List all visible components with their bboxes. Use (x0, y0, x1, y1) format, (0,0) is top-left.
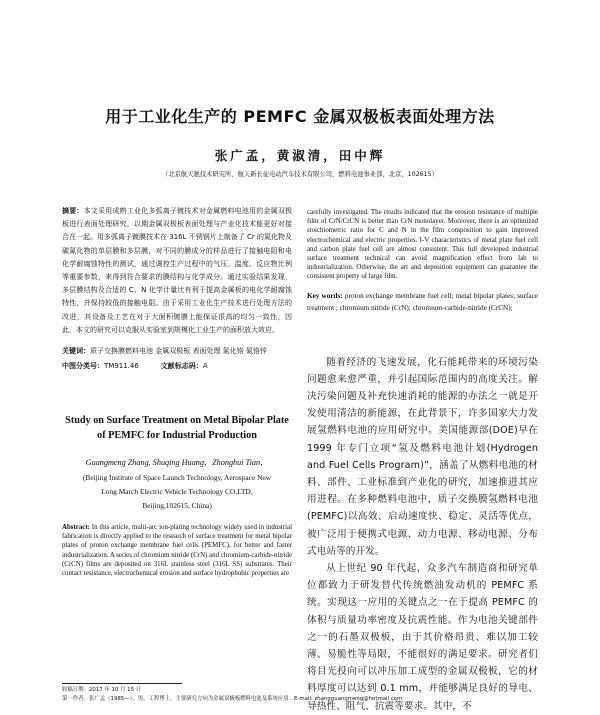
english-affiliation-line: Beijing,102615, China) (142, 501, 212, 511)
footnote-divider (62, 683, 182, 684)
body-paragraph-1: 随着经济的飞速发展，化石能耗带来的环境污染问题愈来愈严重，并引起国际范围内的高度关注。解决污染问题及补充快速消耗的能源的办法之一就是开发使用清洁的新能源，在此背景下，许多国家大力发展氢燃料电池的应用研究中。美国能源部(DOE)早在 1999 年专门立项“氢及燃料电池计划(Hydrogen and Fuel Cells Program)”，涵盖了从燃料电池的材料、部件、工业标准到产业化的研究，加速推进其应用进程。在多种燃料电池中，质子交换膜氢燃料电池(PEMFC)以高效、启动速度快、稳定、灵活等优点，被广泛用于便携式电源、动力电源、移动电源、分布式电站等的开发。 (307, 356, 538, 557)
english-keywords (307, 290, 538, 314)
chinese-abstract (62, 205, 292, 337)
english-abstract (62, 523, 292, 578)
english-abstract-label: Abstract: (62, 524, 90, 532)
body-paragraph-2: 从上世纪 90 年代起，众多汽车制造商和研究单位都致力于研发替代传统燃油发动机的 PEMFC 系统。实现这一应用的关键点之一在于提高 PEMFC 的体积与质量功率密度及抗震性能。作为电池关键部件之一的石墨双极板，由于其价格昂贵、难以加工较薄、易脆性等局限，不能很好的满足要求。研究者们将目光投向可以冲压加工成型的金属双极板，它的材料厚度可以达到 0.1 mm，并能够满足良好的导电、导热性、阻气、抗震等要求。其中，不 (307, 563, 538, 712)
author-affiliation: （北京航天驰技术研究所，航天新长征电动汽车技术有限公司，燃料电池事业部，北京，102615） (162, 171, 438, 178)
left-column (62, 205, 292, 578)
doc-code-label: 文献标志码： (160, 362, 203, 371)
classification-value: TM911.46 (104, 362, 139, 371)
english-keywords-text: proton exchange membrane fuel cell; metal bipolar plates; surface treatment ; chromium nitride (CrN); chromium-carbide-nitride (CrCN); (307, 291, 538, 312)
paper-title: 用于工业化生产的 PEMFC 金属双极板表面处理方法 (105, 107, 495, 126)
english-affiliation (62, 471, 292, 513)
english-affiliation-line: (Beijing Institute of Space Launch Technology, Aerospace New (82, 473, 272, 483)
footnote-author-info: 第一作者：张广孟（1985—），男，工程博士，主要研究方向为金属双极板燃料电池及系统应用。E-mail: zhangguangmeng@hotmail.com (62, 696, 403, 702)
english-title: Study on Surface Treatment on Metal Bipolar Plate of PEMFC for Industrial Production (65, 415, 289, 442)
chinese-keywords (62, 345, 292, 358)
english-abstract-text: In this article, multi-arc ion-plating technology widely used in industrial fabrication is directly applied to the research of surface treatment for metal bipolar plates of proton exchange membrane fuel cells (PEMFC), for better and faster industrialization. A series of chromium nitride (CrN) and chromium-carbide-nitride (CrCN) films are deposited on 316L stainless steel (316L SS) substrates. Their contact resistance, electrochemical erosion and surface hydrophobic properties are (62, 524, 292, 578)
footnote-received: 收稿日期：2017 年 10 月 15 日 (62, 687, 142, 693)
abstract-label: 摘要： (62, 207, 84, 215)
english-abstract-continued: carefully investigated. The results indicated that the erosion resistance of multiple film of CrN/CrCN is better than CrN monolayer. Moreover, there is an optimized stoichiometric ratio for C and N in the film composition to gain improved electrochemical and electric properties. I-V characteristics of metal plate fuel cell and carbon plate fuel cell are almost consistent. This full developed industrial surface treatment technical can avoid magnification effect from lab to industrialization. Otherwise, the art and deposition equipment can guarantee the consistent property of large film. (307, 209, 538, 281)
right-column (307, 208, 538, 715)
abstract-text: 本文采用成熟工业化多弧离子镀技术对金属燃料电池用的金属双极板进行表面处理研究，以期金属双极板表面处理与产业化技术能更好对接合在一起。用多弧离子镀膜技术在 316L 不锈钢片上制备了 Cr 的氮化物及碳氮化物的单层膜和多层膜，对不同的膜成分的样品进行了接触电阻和电化学耐腐蚀特性的测试，通过调控生产过程中的气压、温度、反应物比例等重要参数，来得到符合要求的膜结构与化学成分。通过实验结果发现，多层膜结构及合适的 C、N 化学计量比有利于提高金属板的电化学耐腐蚀特性，并保持较低的接触电阻。由于采用工业化生产技术进行处理方法的改进，其设备及工艺在对于大面积镀膜上能保证很高的均匀一致性，因此，本文的研究可以克服从实验室到规模化工业生产的面积放大效应。 (62, 207, 293, 334)
english-authors: Guangmeng Zhang, Shuqing Huang，Zhonghui Tian， (85, 458, 269, 468)
english-affiliation-line: Long March Electric Vehicle Technology CO.LTD, (101, 487, 253, 497)
classification-label: 中图分类号： (62, 362, 104, 371)
keywords-text: 质子交换膜燃料电池 金属双极板 表面处理 氮化铬 氮铬锌 (90, 347, 267, 356)
classification-line (62, 360, 292, 373)
doc-code-value: A (202, 362, 208, 371)
keywords-label: 关键词： (62, 347, 90, 356)
english-keywords-label: Key words: (307, 291, 343, 300)
author-list: 张广孟，黄淑清，田中辉 (214, 148, 386, 163)
